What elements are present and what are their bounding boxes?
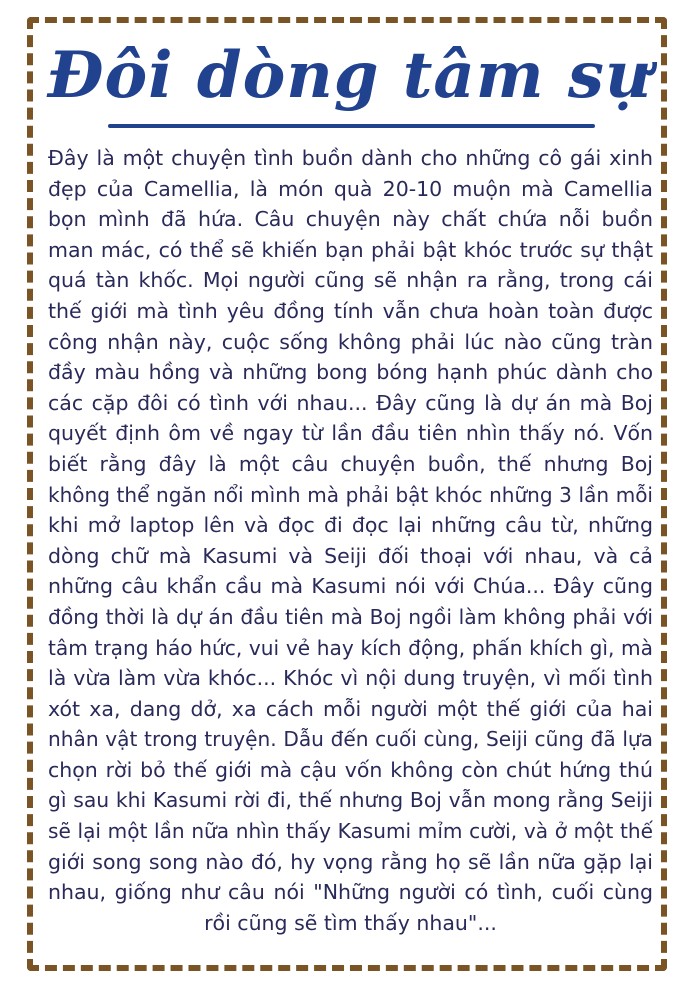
text-line: các cặp đôi có tình với nhau... Đây cũng là dự án mà Boj — [48, 390, 653, 415]
text-line: là vừa làm vừa khóc... Khóc vì nội dung truyện, vì mối tình — [48, 666, 653, 691]
text-line: nhau, giống như câu nói "Những người có tình, cuối cùng — [48, 880, 653, 905]
text-line: thế giới mà tình yêu đồng tính vẫn chưa hoàn toàn được — [48, 298, 653, 323]
text-line: đầy màu hồng và những bong bóng hạnh phúc dành cho — [48, 360, 653, 385]
text-line: giới song song nào đó, hy vọng rằng họ sẽ lần nữa gặp lại — [48, 849, 653, 874]
text-line: chọn rời bỏ thế giới mà cậu vốn không còn chút hứng thú — [48, 757, 653, 782]
text-line: biết rằng đây là một câu chuyện buồn, thế nhưng Boj — [48, 451, 653, 476]
body-paragraph — [48, 143, 653, 938]
text-line: bọn mình đã hứa. Câu chuyện này chất chứa nỗi buồn — [48, 207, 653, 232]
text-line-last: rồi cũng sẽ tìm thấy nhau"... — [204, 910, 497, 935]
text-line: gì sau khi Kasumi rời đi, thế nhưng Boj vẫn mong rằng Seiji — [48, 788, 653, 813]
text-line: không thể ngăn nổi mình mà phải bật khóc những 3 lần mỗi — [48, 482, 653, 507]
text-line: khi mở laptop lên và đọc đi đọc lại những câu từ, những — [48, 513, 653, 538]
text-line: xót xa, dang dở, xa cách mỗi người một thế giới của hai — [48, 696, 653, 721]
text-line: nhân vật trong truyện. Dẫu đến cuối cùng, Seiji cũng đã lựa — [48, 727, 653, 752]
text-line: công nhận này, cuộc sống không phải lúc nào cũng tràn — [48, 329, 653, 354]
text-line: Đây là một chuyện tình buồn dành cho những cô gái xinh — [48, 146, 653, 170]
title-underline — [108, 124, 595, 128]
text-line: man mác, có thể sẽ khiến bạn phải bật khóc trước sự thật — [48, 237, 653, 262]
text-line: quyết định ôm về ngay từ lần đầu tiên nhìn thấy nó. Vốn — [48, 421, 653, 446]
text-line: dòng chữ mà Kasumi và Seiji đối thoại với nhau, và cả — [48, 543, 653, 568]
text-line: quá tàn khốc. Mọi người cũng sẽ nhận ra rằng, trong cái — [48, 268, 653, 293]
page-title: Đôi dòng tâm sự — [47, 38, 653, 113]
text-line: những câu khẩn cầu mà Kasumi nói với Chúa... Đây cũng — [48, 574, 653, 599]
text-line: đẹp của Camellia, là món quà 20-10 muộn mà Camellia — [48, 176, 653, 201]
text-line: tâm trạng háo hức, vui vẻ hay kích động, phấn khích gì, mà — [48, 635, 653, 660]
text-line: sẽ lại một lần nữa nhìn thấy Kasumi mỉm cười, và ở một thế — [48, 819, 653, 844]
text-line: đồng thời là dự án đầu tiên mà Boj ngồi làm không phải với — [48, 604, 653, 629]
